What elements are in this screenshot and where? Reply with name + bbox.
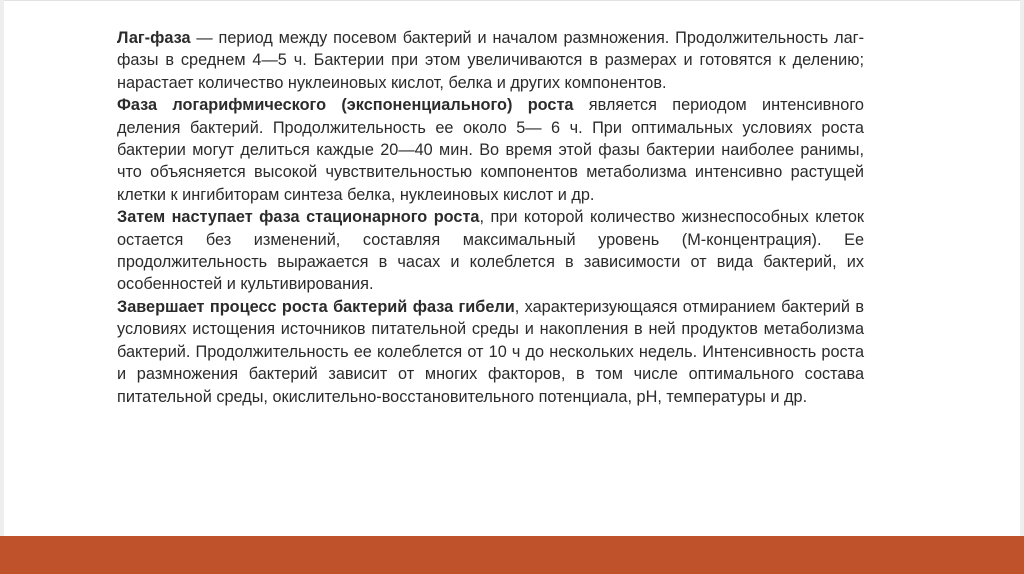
text-death-phase: , характеризующаяся отмиранием бактерий в условиях истощения источников питательной среды и накопления в ней продуктов метаболизма бактерий. Продолжительность ее колеблется от 10 ч до нескольких недель. Интенсивность роста и размножения бактерий зависит от многих факторов, в том числе оптимального состава питательной среды, окислительно-восстановительного потенциала, рН, температуры и др. [117,297,864,406]
slide-text-body [117,27,864,408]
text-stationary-phase: , при которой количество жизнеспособных клеток остается без изменений, составляя максимальный уровень (М-концентрация). Ее продолжительность выражается в часах и колеблется в зависимости от вида бактерий, их особенностей и культивирования. [117,208,864,294]
slide-left-edge [0,0,4,536]
paragraph-death-phase [117,296,864,408]
text-lag-phase: — период между посевом бактерий и началом размножения. Продолжительность лаг-фазы в среднем 4—5 ч. Бактерии при этом увеличиваются в размерах и готовятся к делению; нарастает количество нуклеиновых кислот, белка и других компонентов. [117,29,864,92]
term-stationary-phase: Затем наступает фаза стационарного роста [117,208,480,227]
paragraph-stationary-phase [117,206,864,296]
term-death-phase: Завершает процесс роста бактерий фаза гибели [117,297,515,316]
slide-right-edge [1020,0,1024,536]
term-log-phase: Фаза логарифмического (экспоненциального) роста [117,96,574,115]
footer-accent-band [0,536,1024,574]
term-lag-phase: Лаг-фаза [117,29,191,47]
paragraph-lag-phase [117,27,864,94]
text-log-phase: является периодом интенсивного деления бактерий. Продолжительность ее около 5— 6 ч. При оптимальных условиях роста бактерии могут делиться каждые 20—40 мин. Во время этой фазы бактерии наиболее ранимы, что объясняется высокой чувствительностью компонентов метаболизма интенсивно растущей клетки к ингибиторам синтеза белка, нуклеиновых кислот и др. [117,96,864,204]
paragraph-log-phase [117,94,864,206]
slide-top-border [0,0,1024,1]
